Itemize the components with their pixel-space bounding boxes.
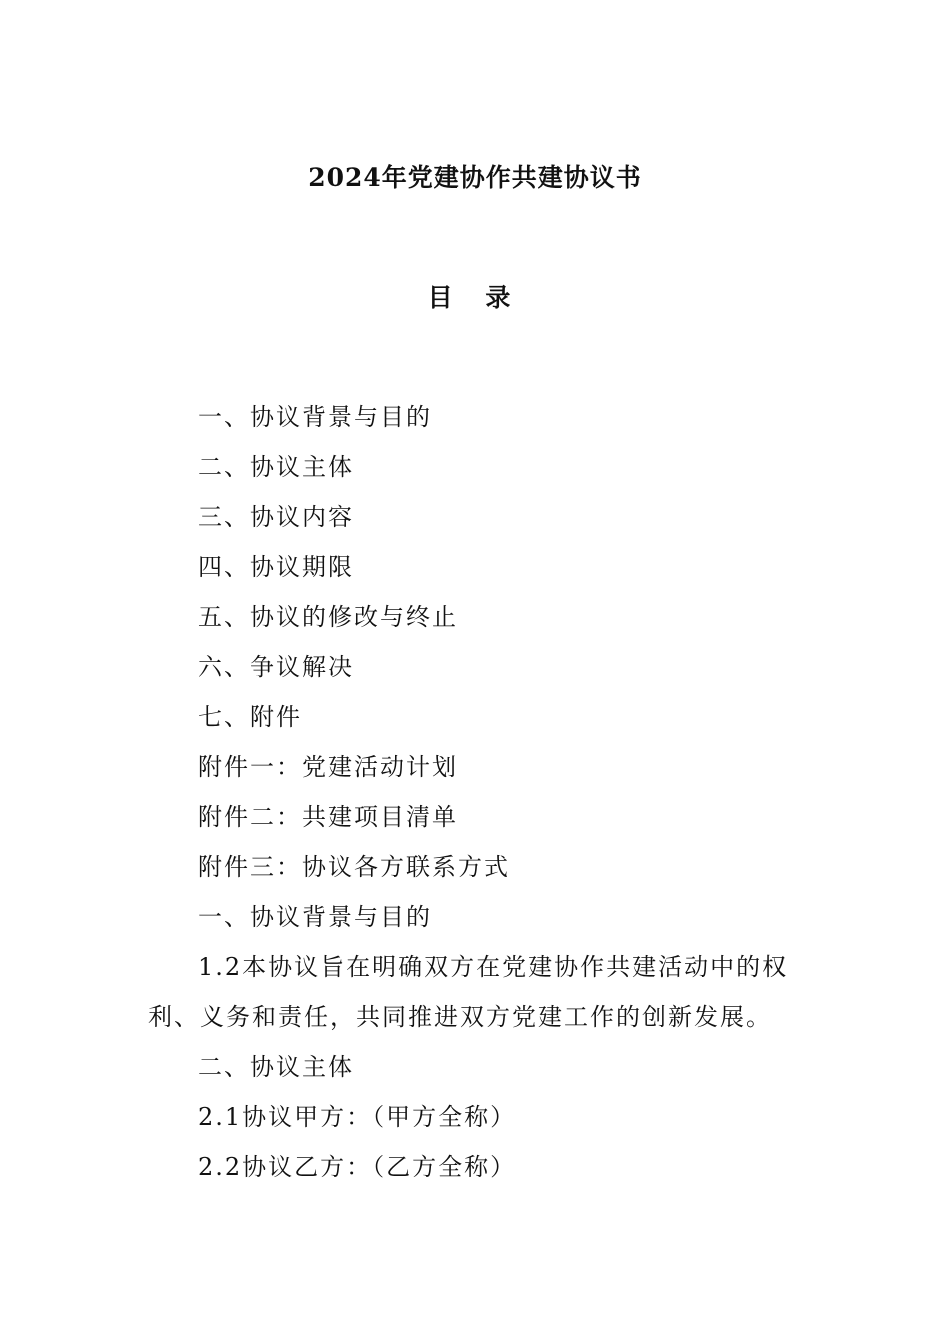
toc-item: 附件一：党建活动计划 — [198, 753, 458, 781]
document-body — [148, 392, 838, 1192]
section-paragraph: 2.1协议甲方：（甲方全称） — [198, 1103, 517, 1131]
toc-item: 五、协议的修改与终止 — [198, 603, 458, 631]
toc-item: 七、附件 — [198, 703, 302, 731]
section-heading: 二、协议主体 — [198, 1053, 354, 1081]
document-title: 2024年党建协作共建协议书 — [308, 163, 642, 192]
toc-heading: 目 录 — [427, 283, 523, 312]
section-paragraph: 1.2本协议旨在明确双方在党建协作共建活动中的权利、义务和责任，共同推进双方党建工作的创新发展。 — [148, 953, 789, 1031]
toc-item: 一、协议背景与目的 — [198, 403, 432, 431]
toc-item: 三、协议内容 — [198, 503, 354, 531]
toc-item: 二、协议主体 — [198, 453, 354, 481]
toc-item: 四、协议期限 — [198, 553, 354, 581]
section-heading: 一、协议背景与目的 — [198, 903, 432, 931]
section-paragraph: 2.2协议乙方：（乙方全称） — [198, 1153, 517, 1181]
toc-item: 附件三：协议各方联系方式 — [198, 853, 510, 881]
toc-item: 六、争议解决 — [198, 653, 354, 681]
toc-item: 附件二：共建项目清单 — [198, 803, 458, 831]
